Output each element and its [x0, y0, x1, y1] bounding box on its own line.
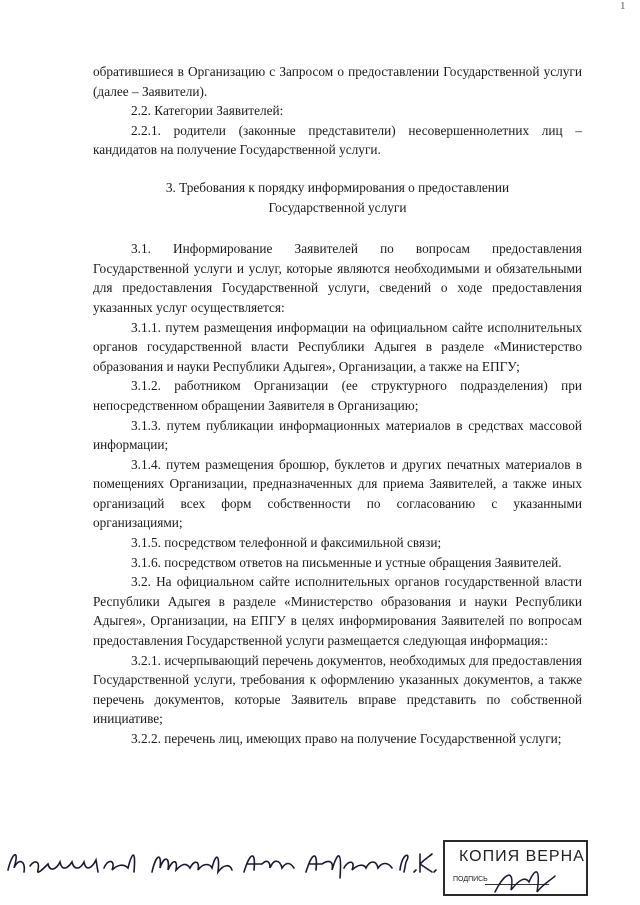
paragraph-applicants-continued: обратившиеся в Организацию с Запросом о предоставлении Государственной услуги (далее – Заявители). [93, 64, 582, 99]
stamp-title: КОПИЯ ВЕРНА [459, 848, 585, 865]
paragraph-3-1-5: 3.1.5. посредством телефонной и факсимильной связи; [131, 535, 442, 551]
paragraph-3-1-3: 3.1.3. путем публикации информационных материалов в средствах массовой информации; [93, 417, 582, 453]
paragraph-3-1-1: 3.1.1. путем размещения информации на официальном сайте исполнительных органов государственной власти Республики Адыгея в разделе «Министерство образования и науки Республики Адыгея», Организации, а также на ЕПГУ; [93, 319, 582, 374]
section-heading-line-1: 3. Требования к порядку информирования о предоставлении [165, 179, 510, 195]
paragraph-3-1-4: 3.1.4. путем размещения брошюр, буклетов и других печатных материалов в помещениях Организации, предназначенных для приема Заявителей, а также иных организаций всех форм собственности по согласованию с указанными организациями; [93, 456, 582, 531]
section-3-heading [93, 178, 582, 217]
document-body [93, 62, 582, 749]
handwritten-signature [0, 838, 440, 886]
copy-certified-stamp [443, 840, 588, 896]
paragraph-3-2: 3.2. На официальном сайте исполнительных органов государственной власти Республики Адыгея в разделе «Министерство образования и науки Республики Адыгея», Организации, на ЕПГУ в целях информирования Заявителей по вопросам предоставления Государственной услуги размещается следующая информация:: [93, 574, 582, 649]
paragraph-3-2-1: 3.2.1. исчерпывающий перечень документов, необходимых для предоставления Государственной услуги, требования к оформлению указанных документов, а также перечень документов, которые Заявитель вправе представить по собственной инициативе; [93, 652, 582, 727]
paragraph-3-1-6: 3.1.6. посредством ответов на письменные и устные обращения Заявителей. [131, 554, 562, 570]
stamp-signature-scribble [485, 862, 575, 902]
page-corner-mark: 1 [620, 0, 626, 12]
paragraph-2-2-1: 2.2.1. родители (законные представители) несовершеннолетних лиц – кандидатов на получение Государственной услуги. [93, 122, 582, 158]
paragraph-3-1-2: 3.1.2. работником Организации (ее структурного подразделения) при непосредственном обращении Заявителя в Организацию; [93, 378, 582, 413]
paragraph-3-1: 3.1. Информирование Заявителей по вопросам предоставления Государственной услуги и услуг, которые являются необходимыми и обязательными для предоставления Государственной услуги, сведений о ходе предоставления указанных услуг осуществляется: [93, 241, 582, 315]
section-heading-line-2: Государственной услуги [268, 199, 407, 215]
paragraph-3-2-2: 3.2.2. перечень лиц, имеющих право на получение Государственной услуги; [131, 731, 562, 746]
stamp-signature-label: ПОДПИСЬ [453, 876, 488, 883]
paragraph-2-2: 2.2. Категории Заявителей: [131, 103, 284, 119]
